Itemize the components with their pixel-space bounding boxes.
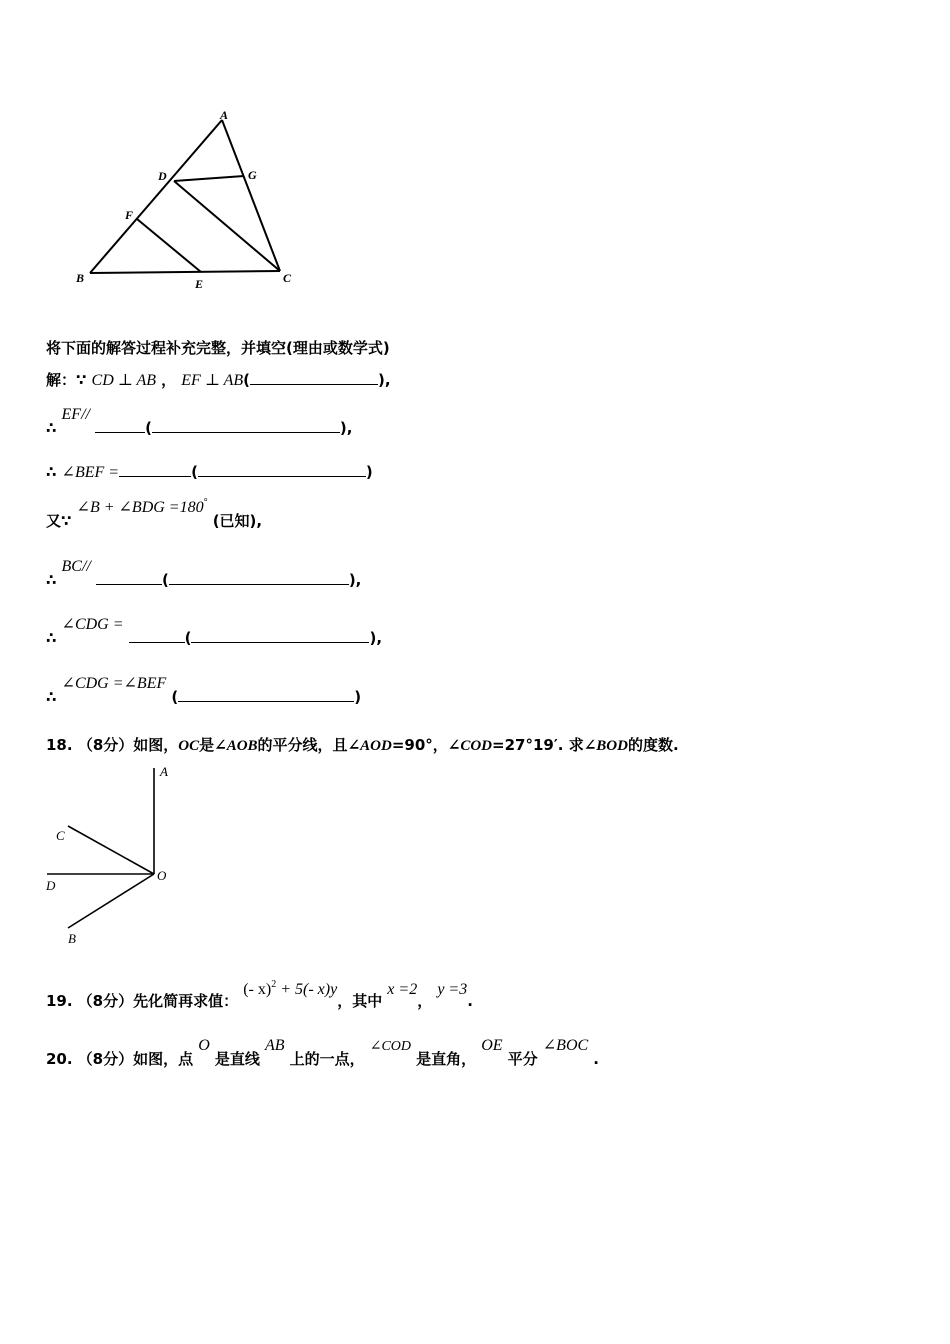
label-b: B	[76, 271, 85, 285]
math-ef-parallel: EF//	[61, 406, 90, 423]
label-a: A	[220, 108, 229, 122]
y-value: y =3	[437, 981, 468, 998]
ray-ob	[68, 874, 154, 928]
math-bc-parallel: BC//	[61, 558, 91, 575]
angle-figure	[40, 760, 190, 950]
q17-line-3: ∴ ∠BEF = ( )	[46, 463, 373, 481]
blank-parallel-line[interactable]	[95, 418, 145, 433]
question-20: 20. （8分）如图，点 O 是直线 AB 上的一点， ∠COD 是直角， OE 平分 ∠BOC .	[46, 1037, 599, 1068]
q17-instruction: 将下面的解答过程补充完整，并填空(理由或数学式)	[46, 339, 390, 357]
label-g: G	[248, 168, 257, 182]
reason-given: (已知),	[212, 512, 263, 530]
segment-dc	[174, 181, 280, 271]
question-number: 18.	[46, 736, 73, 754]
q17-line-4	[46, 496, 263, 530]
blank-reason-5[interactable]	[191, 628, 369, 643]
label-c: C	[56, 828, 65, 843]
solution-prefix: 解：∵	[46, 371, 87, 389]
math-angle-bef: ∠BEF =	[61, 464, 120, 481]
expression: (- x)$^2$ + 5(- x)y	[243, 979, 338, 998]
q17-line-2: ∴ EF// ( ),	[46, 406, 353, 437]
question-number: 20.	[46, 1050, 73, 1068]
question-score: （8分）	[77, 992, 134, 1010]
question-number: 19.	[46, 992, 73, 1010]
question-score: （8分）	[77, 736, 134, 754]
therefore-symbol: ∴	[46, 688, 57, 706]
math-cd-perp-ab: CD ⊥ AB	[91, 372, 157, 389]
q17-line-1: 解：∵ CD ⊥ AB ， EF ⊥ AB( ),	[46, 371, 391, 389]
therefore-symbol: ∴	[46, 463, 57, 481]
label-b: B	[68, 931, 76, 946]
label-e: E	[195, 277, 204, 291]
segment-dg	[174, 176, 244, 181]
segment-ab	[90, 120, 222, 273]
math-ef-perp-ab: EF ⊥ AB	[181, 372, 244, 389]
label-d: D	[158, 169, 167, 183]
degree-sign: °	[203, 497, 208, 508]
math-angle-cdg: ∠CDG =	[61, 616, 124, 633]
question-19: 19. （8分）先化简再求值： (- x)$^2$ + 5(- x)y，其中 x =2， y =3.	[46, 979, 473, 1010]
label-a: A	[160, 764, 168, 779]
label-o: O	[157, 868, 167, 883]
blank-reason-6[interactable]	[178, 687, 354, 702]
triangle-figure	[70, 105, 310, 300]
therefore-symbol: ∴	[46, 419, 57, 437]
comma: ，	[161, 371, 177, 389]
therefore-symbol: ∴	[46, 571, 57, 589]
blank-reason-1[interactable]	[250, 370, 378, 385]
blank-reason-2[interactable]	[152, 418, 340, 433]
blank-angle-1[interactable]	[119, 462, 191, 477]
label-c: C	[283, 271, 292, 285]
x-value: x =2	[387, 981, 418, 998]
question-score: （8分）	[77, 1050, 134, 1068]
label-d: D	[46, 878, 56, 893]
segment-bc	[90, 271, 280, 273]
blank-reason-3[interactable]	[198, 462, 366, 477]
q17-line-6: ∴ ∠CDG = ( ),	[46, 616, 383, 647]
blank-reason-4[interactable]	[169, 570, 349, 585]
therefore-symbol: ∴	[46, 629, 57, 647]
ray-oc	[68, 826, 154, 874]
q17-line-7: ∴ ∠CDG =∠BEF ( )	[46, 675, 362, 706]
blank-parallel-line-2[interactable]	[96, 570, 162, 585]
blank-angle-2[interactable]	[129, 628, 185, 643]
segment-ac	[222, 120, 280, 271]
question-18: 18. （8分）如图，OC是∠AOB的平分线，且∠AOD=90°，∠COD=27°19′. 求∠BOD的度数.	[46, 736, 679, 754]
segment-fe	[137, 219, 201, 272]
math-cdg-equals-bef: ∠CDG =∠BEF	[61, 675, 167, 692]
math-angle-sum: ∠B + ∠BDG =180	[76, 499, 204, 516]
q17-line-5: ∴ BC// ( ),	[46, 558, 362, 589]
label-f: F	[125, 208, 134, 222]
also-because: 又∵	[46, 512, 72, 530]
